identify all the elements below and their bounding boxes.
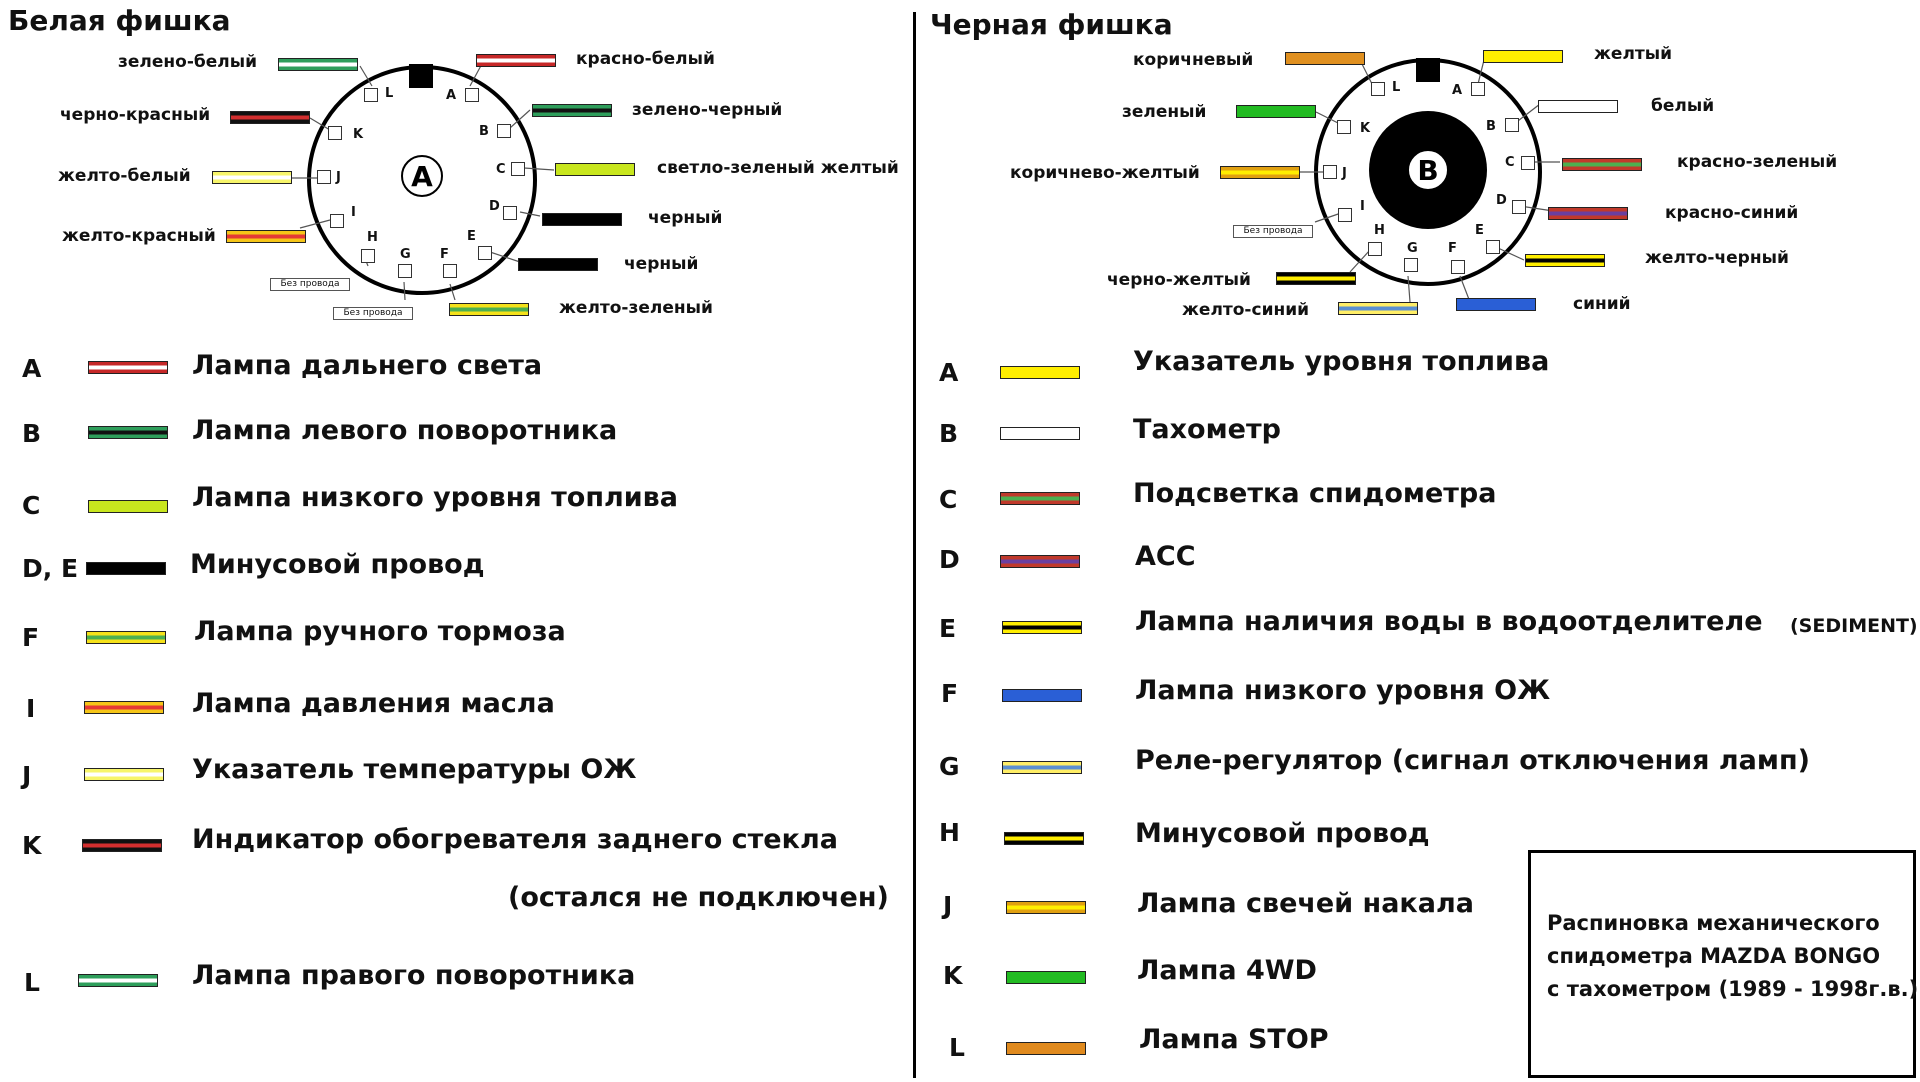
wire-label: зелено-черный — [632, 100, 783, 120]
note-box — [1528, 850, 1919, 1078]
note-line: спидометра MAZDA BONGO — [1547, 944, 1881, 968]
legend-letter: H — [939, 818, 960, 847]
wire-label: желтый — [1594, 44, 1673, 64]
legend-note: (остался не подключен) — [508, 882, 889, 913]
right-pin-H — [1368, 242, 1382, 256]
wire-label: светло-зеленый желтый — [657, 158, 899, 178]
wire-label: коричневый — [1133, 50, 1254, 70]
wire-label: черно-красный — [60, 105, 211, 125]
legend-desc: Минусовой провод — [1135, 818, 1430, 849]
legend-swatch — [1000, 366, 1080, 379]
right-pin-label: A — [1452, 83, 1463, 98]
right-pin-label: H — [1374, 223, 1385, 238]
legend-letter: A — [22, 354, 42, 383]
legend-swatch — [84, 701, 164, 714]
no-wire-tag: Без провода — [1233, 225, 1313, 238]
wire-label: черно-желтый — [1107, 270, 1251, 290]
legend-desc: Лампа свечей накала — [1137, 888, 1474, 919]
legend-letter: D — [939, 545, 960, 574]
legend-swatch — [1004, 832, 1084, 845]
left-pin-label: F — [440, 247, 449, 262]
wire-label: красно-зеленый — [1677, 152, 1838, 172]
legend-desc: Лампа правого поворотника — [192, 960, 636, 991]
wire-label: желто-зеленый — [559, 298, 713, 318]
left-connector-title: Белая фишка — [8, 4, 231, 37]
right-connector-center-label: B — [1417, 154, 1439, 187]
left-pin-label: J — [336, 170, 341, 185]
wire-swatch — [1483, 50, 1563, 63]
legend-swatch — [1002, 621, 1082, 634]
wire-label: белый — [1651, 96, 1715, 116]
no-wire-tag: Без провода — [333, 307, 413, 320]
wire-swatch — [1525, 254, 1605, 267]
legend-letter: A — [939, 358, 959, 387]
right-pin-label: D — [1496, 193, 1507, 208]
right-pin-label: E — [1475, 223, 1484, 238]
legend-desc: Минусовой провод — [190, 549, 485, 580]
left-pin-label: I — [351, 205, 356, 220]
legend-letter: B — [939, 419, 959, 448]
legend-swatch — [1002, 689, 1082, 702]
legend-swatch — [1006, 971, 1086, 984]
left-connector-center-label: A — [411, 160, 433, 193]
legend-letter: L — [24, 968, 40, 997]
legend-desc: Лампа дальнего света — [192, 350, 543, 381]
right-connector-title: Черная фишка — [930, 8, 1173, 41]
legend-letter: F — [941, 679, 959, 708]
legend-swatch — [1002, 761, 1082, 774]
legend-swatch — [1000, 492, 1080, 505]
legend-desc: Лампа наличия воды в водоотделителе — [1135, 606, 1763, 637]
right-pin-D — [1512, 200, 1526, 214]
legend-desc: Лампа давления масла — [192, 688, 555, 719]
legend-swatch — [1006, 1042, 1086, 1055]
legend-swatch — [86, 562, 166, 575]
right-pin-F — [1451, 260, 1465, 274]
wire-label: красно-синий — [1665, 203, 1799, 223]
wire-swatch — [1456, 298, 1536, 311]
legend-swatch — [84, 768, 164, 781]
legend-desc: ACC — [1135, 541, 1196, 572]
legend-swatch — [1000, 555, 1080, 568]
right-pin-label: L — [1392, 80, 1401, 95]
legend-swatch — [88, 426, 168, 439]
legend-swatch — [82, 839, 162, 852]
legend-letter: F — [22, 623, 40, 652]
wire-swatch — [1562, 158, 1642, 171]
wire-swatch — [1236, 105, 1316, 118]
right-pin-C — [1521, 156, 1535, 170]
legend-desc: Указатель уровня топлива — [1133, 346, 1550, 377]
right-pin-label: B — [1486, 119, 1496, 134]
legend-desc: Указатель температуры ОЖ — [192, 754, 637, 785]
wire-label: красно-белый — [576, 49, 715, 69]
legend-letter: J — [22, 761, 32, 790]
no-wire-tag: Без провода — [270, 278, 350, 291]
right-pin-E — [1486, 240, 1500, 254]
legend-letter: C — [22, 491, 41, 520]
legend-desc: Лампа левого поворотника — [192, 415, 618, 446]
legend-swatch — [88, 500, 168, 513]
note-line: Распиновка механического — [1547, 911, 1880, 935]
right-connector-key — [1416, 58, 1440, 82]
legend-desc: Лампа 4WD — [1137, 955, 1317, 986]
left-pin-label: G — [400, 247, 411, 262]
left-pin-label: K — [353, 127, 364, 142]
legend-desc: Лампа низкого уровня ОЖ — [1135, 675, 1551, 706]
right-pin-K — [1337, 120, 1351, 134]
left-pin-label: H — [367, 230, 378, 245]
legend-desc: Реле-регулятор (сигнал отключения ламп) — [1135, 745, 1810, 776]
legend-desc: Подсветка спидометра — [1133, 478, 1497, 509]
legend-swatch — [88, 361, 168, 374]
right-pin-G — [1404, 258, 1418, 272]
note-line: с тахометром (1989 - 1998г.в.) — [1547, 977, 1919, 1001]
right-pin-label: K — [1360, 121, 1371, 136]
left-pin-label: A — [446, 88, 457, 103]
legend-letter: G — [939, 752, 960, 781]
wire-swatch — [1538, 100, 1618, 113]
right-pin-A — [1471, 82, 1485, 96]
wire-swatch — [1338, 302, 1418, 315]
legend-swatch — [1006, 901, 1086, 914]
wire-swatch — [1285, 52, 1365, 65]
legend-suffix: (SEDIMENT) — [1790, 615, 1918, 637]
wire-label: желто-синий — [1182, 300, 1310, 320]
right-pin-label: G — [1407, 241, 1418, 256]
right-pin-J — [1323, 165, 1337, 179]
legend-letter: I — [26, 694, 36, 723]
legend-desc: Лампа ручного тормоза — [194, 616, 566, 647]
right-pin-label: J — [1342, 166, 1347, 181]
legend-letter: J — [943, 891, 953, 920]
wire-label: синий — [1573, 294, 1631, 314]
legend-letter: K — [943, 961, 963, 990]
right-pin-L — [1371, 82, 1385, 96]
legend-letter: E — [939, 614, 957, 643]
legend-letter: K — [22, 831, 42, 860]
legend-swatch — [86, 631, 166, 644]
wire-label: желто-красный — [62, 226, 216, 246]
wire-label: желто-черный — [1645, 248, 1789, 268]
legend-desc: Лампа низкого уровня топлива — [192, 482, 678, 513]
wire-label: зеленый — [1122, 102, 1207, 122]
wire-swatch — [1220, 166, 1300, 179]
wire-swatch — [1276, 272, 1356, 285]
wire-label: черный — [648, 208, 723, 228]
left-pin-label: C — [496, 162, 506, 177]
legend-desc: Индикатор обогревателя заднего стекла — [192, 824, 838, 855]
right-pin-label: I — [1360, 199, 1365, 214]
left-pin-label: B — [479, 124, 489, 139]
legend-desc: Лампа STOP — [1139, 1024, 1329, 1055]
wire-label: зелено-белый — [118, 52, 258, 72]
wire-label: черный — [624, 254, 699, 274]
right-pin-label: F — [1448, 241, 1457, 256]
wire-label: желто-белый — [58, 166, 191, 186]
right-pin-I — [1338, 208, 1352, 222]
right-pin-B — [1505, 118, 1519, 132]
left-pin-label: L — [385, 86, 394, 101]
legend-swatch — [1000, 427, 1080, 440]
legend-letter: C — [939, 485, 958, 514]
legend-letter: B — [22, 419, 42, 448]
legend-swatch — [78, 974, 158, 987]
legend-letter: L — [949, 1033, 965, 1062]
wire-label: коричнево-желтый — [1010, 163, 1200, 183]
legend-letter: D, E — [22, 554, 79, 583]
left-pin-label: D — [489, 199, 500, 214]
right-pin-label: C — [1505, 155, 1515, 170]
left-pin-label: E — [467, 229, 476, 244]
wire-swatch — [1548, 207, 1628, 220]
legend-desc: Тахометр — [1133, 414, 1281, 445]
